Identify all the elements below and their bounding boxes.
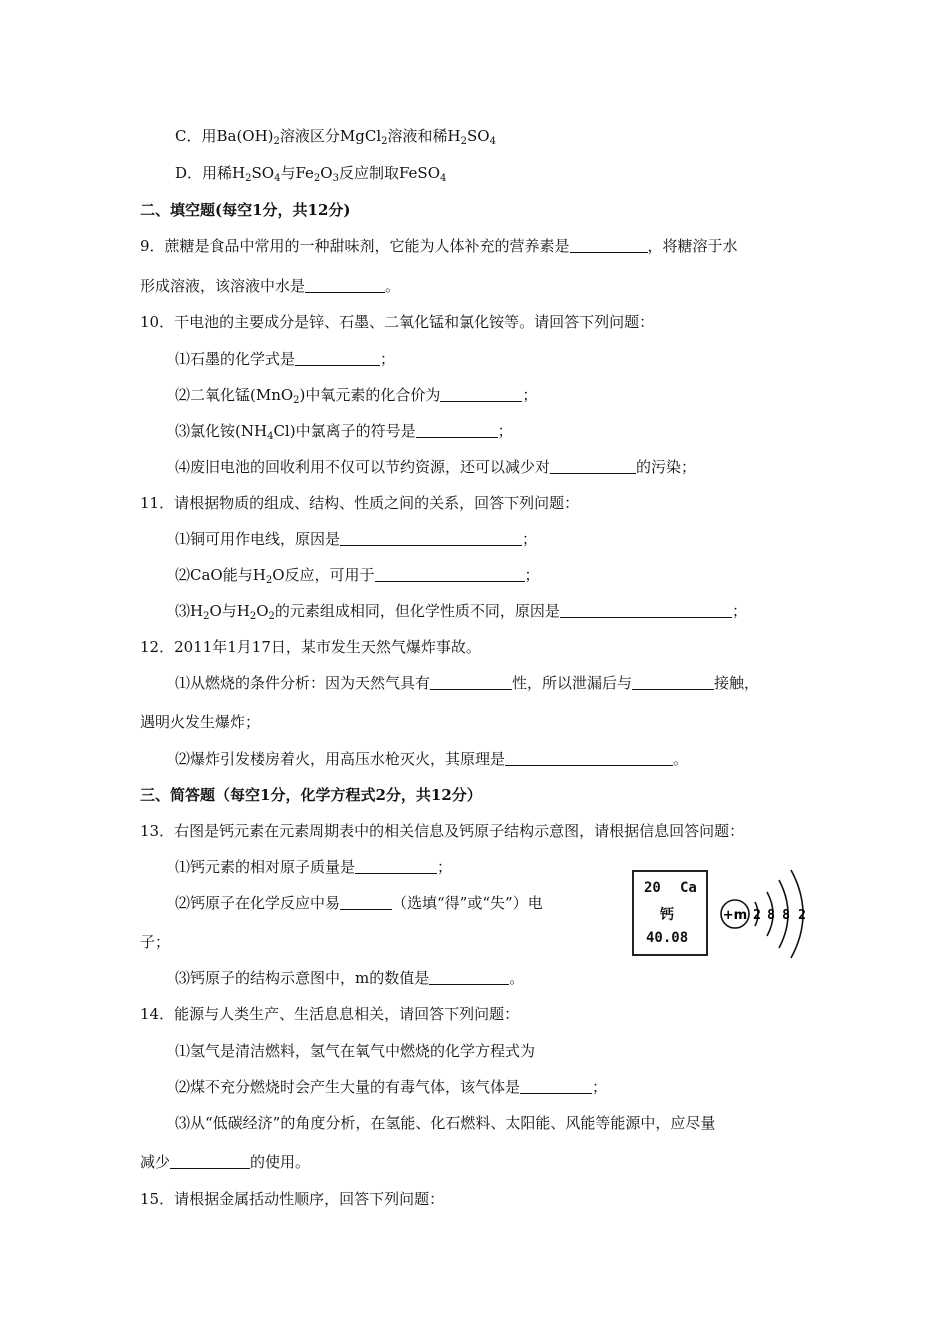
- answer-blank[interactable]: [295, 351, 380, 366]
- text: ⑵钙原子在化学反应中易: [175, 894, 341, 912]
- answer-blank[interactable]: [440, 387, 522, 402]
- text: ；: [380, 350, 396, 368]
- subscript: 4: [489, 136, 496, 147]
- question-11-part-3: [175, 601, 747, 621]
- nucleus-charge: +m: [722, 908, 748, 923]
- text: 9．蔗糖是食品中常用的一种甜味剂，它能为人体补充的营养素是: [140, 237, 570, 255]
- text: 溶液和稀H: [387, 127, 461, 145]
- question-13: 13．右图是钙元素在元素周期表中的相关信息及钙原子结构示意图，请根据信息回答问题：: [140, 822, 745, 840]
- question-13-part-1: [175, 857, 452, 877]
- atom-structure-diagram: [715, 866, 815, 962]
- section-title-fill-in: 二、填空题(每空1分，共12分): [140, 201, 351, 219]
- text: 反应制取FeSO: [338, 164, 441, 182]
- text: ；: [592, 1078, 608, 1096]
- text: ⑶钙原子的结构示意图中，m的数值是: [175, 969, 430, 987]
- subscript: 3: [332, 173, 339, 184]
- text: ⑵二氧化锰(MnO: [175, 386, 294, 404]
- answer-blank[interactable]: [340, 531, 522, 546]
- answer-blank[interactable]: [560, 603, 732, 618]
- answer-blank[interactable]: [505, 751, 673, 766]
- atomic-number: 20: [644, 880, 661, 896]
- text: ⑵煤不充分燃烧时会产生大量的有毒气体，该气体是: [175, 1078, 521, 1096]
- subscript: 4: [267, 431, 274, 442]
- subscript: 2: [381, 136, 388, 147]
- text: ⑴铜可用作电线，原因是: [175, 530, 341, 548]
- text: 溶液区分MgCl: [279, 127, 382, 145]
- text: C．用Ba(OH): [175, 127, 274, 145]
- atomic-mass: 40.08: [646, 930, 689, 946]
- element-symbol: Ca: [680, 880, 697, 896]
- question-12: 12．2011年1月17日，某市发生天然气爆炸事故。: [140, 638, 481, 656]
- question-10-part-3: [175, 421, 513, 441]
- question-10-part-4: [175, 457, 696, 477]
- question-11-part-2: [175, 565, 540, 585]
- text: SO: [251, 164, 275, 182]
- subscript: 2: [245, 173, 252, 184]
- subscript: 2: [249, 611, 257, 622]
- text: ；: [522, 530, 538, 548]
- text: ；: [731, 602, 747, 620]
- text: （选填“得”或“失”）电: [392, 894, 543, 912]
- question-9: [140, 236, 738, 256]
- text: )中氧元素的化合价为: [299, 386, 441, 404]
- subscript: 2: [273, 136, 280, 147]
- question-14: 14．能源与人类生产、生活息息相关，请回答下列问题：: [140, 1005, 520, 1023]
- option-d: [175, 163, 446, 183]
- question-10-part-2: [175, 385, 537, 405]
- question-11: 11．请根据物质的组成、结构、性质之间的关系，回答下列问题：: [140, 494, 580, 512]
- answer-blank[interactable]: [170, 1154, 250, 1169]
- text: ；: [524, 566, 540, 584]
- text: ；: [437, 858, 453, 876]
- text: SO: [467, 127, 490, 145]
- answer-blank[interactable]: [429, 970, 509, 985]
- text: ⑵CaO能与H: [175, 566, 266, 584]
- answer-blank[interactable]: [305, 278, 385, 293]
- text: 。: [673, 750, 689, 768]
- subscript: 2: [203, 611, 210, 622]
- text: ；: [497, 422, 513, 440]
- shell-electrons-4: 2: [798, 908, 806, 923]
- question-13-part-3: [175, 968, 524, 988]
- text: ；: [522, 386, 538, 404]
- periodic-table-cell: [632, 870, 708, 956]
- text: 的使用。: [250, 1153, 311, 1171]
- answer-blank[interactable]: [375, 567, 525, 582]
- answer-blank[interactable]: [355, 859, 437, 874]
- subscript: 2: [460, 136, 467, 147]
- question-12-part-1-cont: 遇明火发生爆炸；: [140, 713, 261, 731]
- text: ，将糖溶于水: [647, 237, 738, 255]
- answer-blank[interactable]: [632, 675, 714, 690]
- text: ⑶H: [175, 602, 204, 620]
- text: 的元素组成相同，但化学性质不同，原因是: [274, 602, 560, 620]
- text: Cl)中氯离子的符号是: [273, 422, 416, 440]
- text: O: [320, 164, 333, 182]
- question-10-part-1: [175, 349, 395, 369]
- section-title-short-answer: 三、简答题（每空1分，化学方程式2分，共12分）: [140, 786, 482, 804]
- text: O与H: [209, 602, 250, 620]
- option-c: [175, 126, 496, 146]
- text: O: [256, 602, 269, 620]
- question-12-part-1: [175, 673, 759, 693]
- text: 形成溶液，该溶液中水是: [140, 277, 306, 295]
- shell-electrons-1: 2: [753, 908, 761, 923]
- answer-blank[interactable]: [520, 1079, 592, 1094]
- subscript: 2: [265, 575, 273, 586]
- question-12-part-2: [175, 749, 688, 769]
- text: ⑷废旧电池的回收利用不仅可以节约资源，还可以减少对: [175, 458, 551, 476]
- subscript: 2: [268, 611, 275, 622]
- text: 。: [509, 969, 525, 987]
- answer-blank[interactable]: [550, 459, 636, 474]
- subscript: 2: [293, 395, 300, 406]
- text: ⑶氯化铵(NH: [175, 422, 268, 440]
- text: 。: [385, 277, 401, 295]
- subscript: 2: [313, 173, 321, 184]
- text: ⑵爆炸引发楼房着火，用高压水枪灭火，其原理是: [175, 750, 506, 768]
- subscript: 4: [440, 173, 447, 184]
- question-14-part-3: ⑶从“低碳经济”的角度分析，在氢能、化石燃料、太阳能、风能等能源中，应尽量: [175, 1114, 716, 1132]
- text: 减少: [140, 1153, 171, 1171]
- answer-blank[interactable]: [416, 423, 498, 438]
- question-9-cont: [140, 276, 400, 296]
- question-10: 10．干电池的主要成分是锌、石墨、二氧化锰和氯化铵等。请回答下列问题：: [140, 313, 655, 331]
- question-13-part-2-cont: 子；: [140, 933, 171, 951]
- question-14-part-1: ⑴氢气是清洁燃料，氢气在氧气中燃烧的化学方程式为: [175, 1042, 536, 1060]
- question-15: 15．请根据金属括动性顺序，回答下列问题：: [140, 1190, 445, 1208]
- shell-electrons-2: 8: [767, 908, 775, 923]
- question-14-part-2: [175, 1077, 607, 1097]
- text: O反应，可用于: [272, 566, 375, 584]
- question-13-part-2: [175, 893, 543, 913]
- question-14-part-3-cont: [140, 1152, 310, 1172]
- text: 的污染；: [636, 458, 697, 476]
- answer-blank[interactable]: [570, 238, 648, 253]
- text: ⑴钙元素的相对原子质量是: [175, 858, 356, 876]
- text: 性，所以泄漏后与: [512, 674, 633, 692]
- text: ⑴从燃烧的条件分析：因为天然气具有: [175, 674, 431, 692]
- shell-electrons-3: 8: [782, 908, 790, 923]
- question-11-part-1: [175, 529, 537, 549]
- element-name: 钙: [660, 907, 674, 923]
- text: D．用稀H: [175, 164, 246, 182]
- text: ⑴石墨的化学式是: [175, 350, 296, 368]
- text: 与Fe: [280, 164, 314, 182]
- answer-blank[interactable]: [430, 675, 512, 690]
- text: 接触，: [714, 674, 760, 692]
- answer-blank[interactable]: [340, 895, 392, 910]
- subscript: 4: [274, 173, 281, 184]
